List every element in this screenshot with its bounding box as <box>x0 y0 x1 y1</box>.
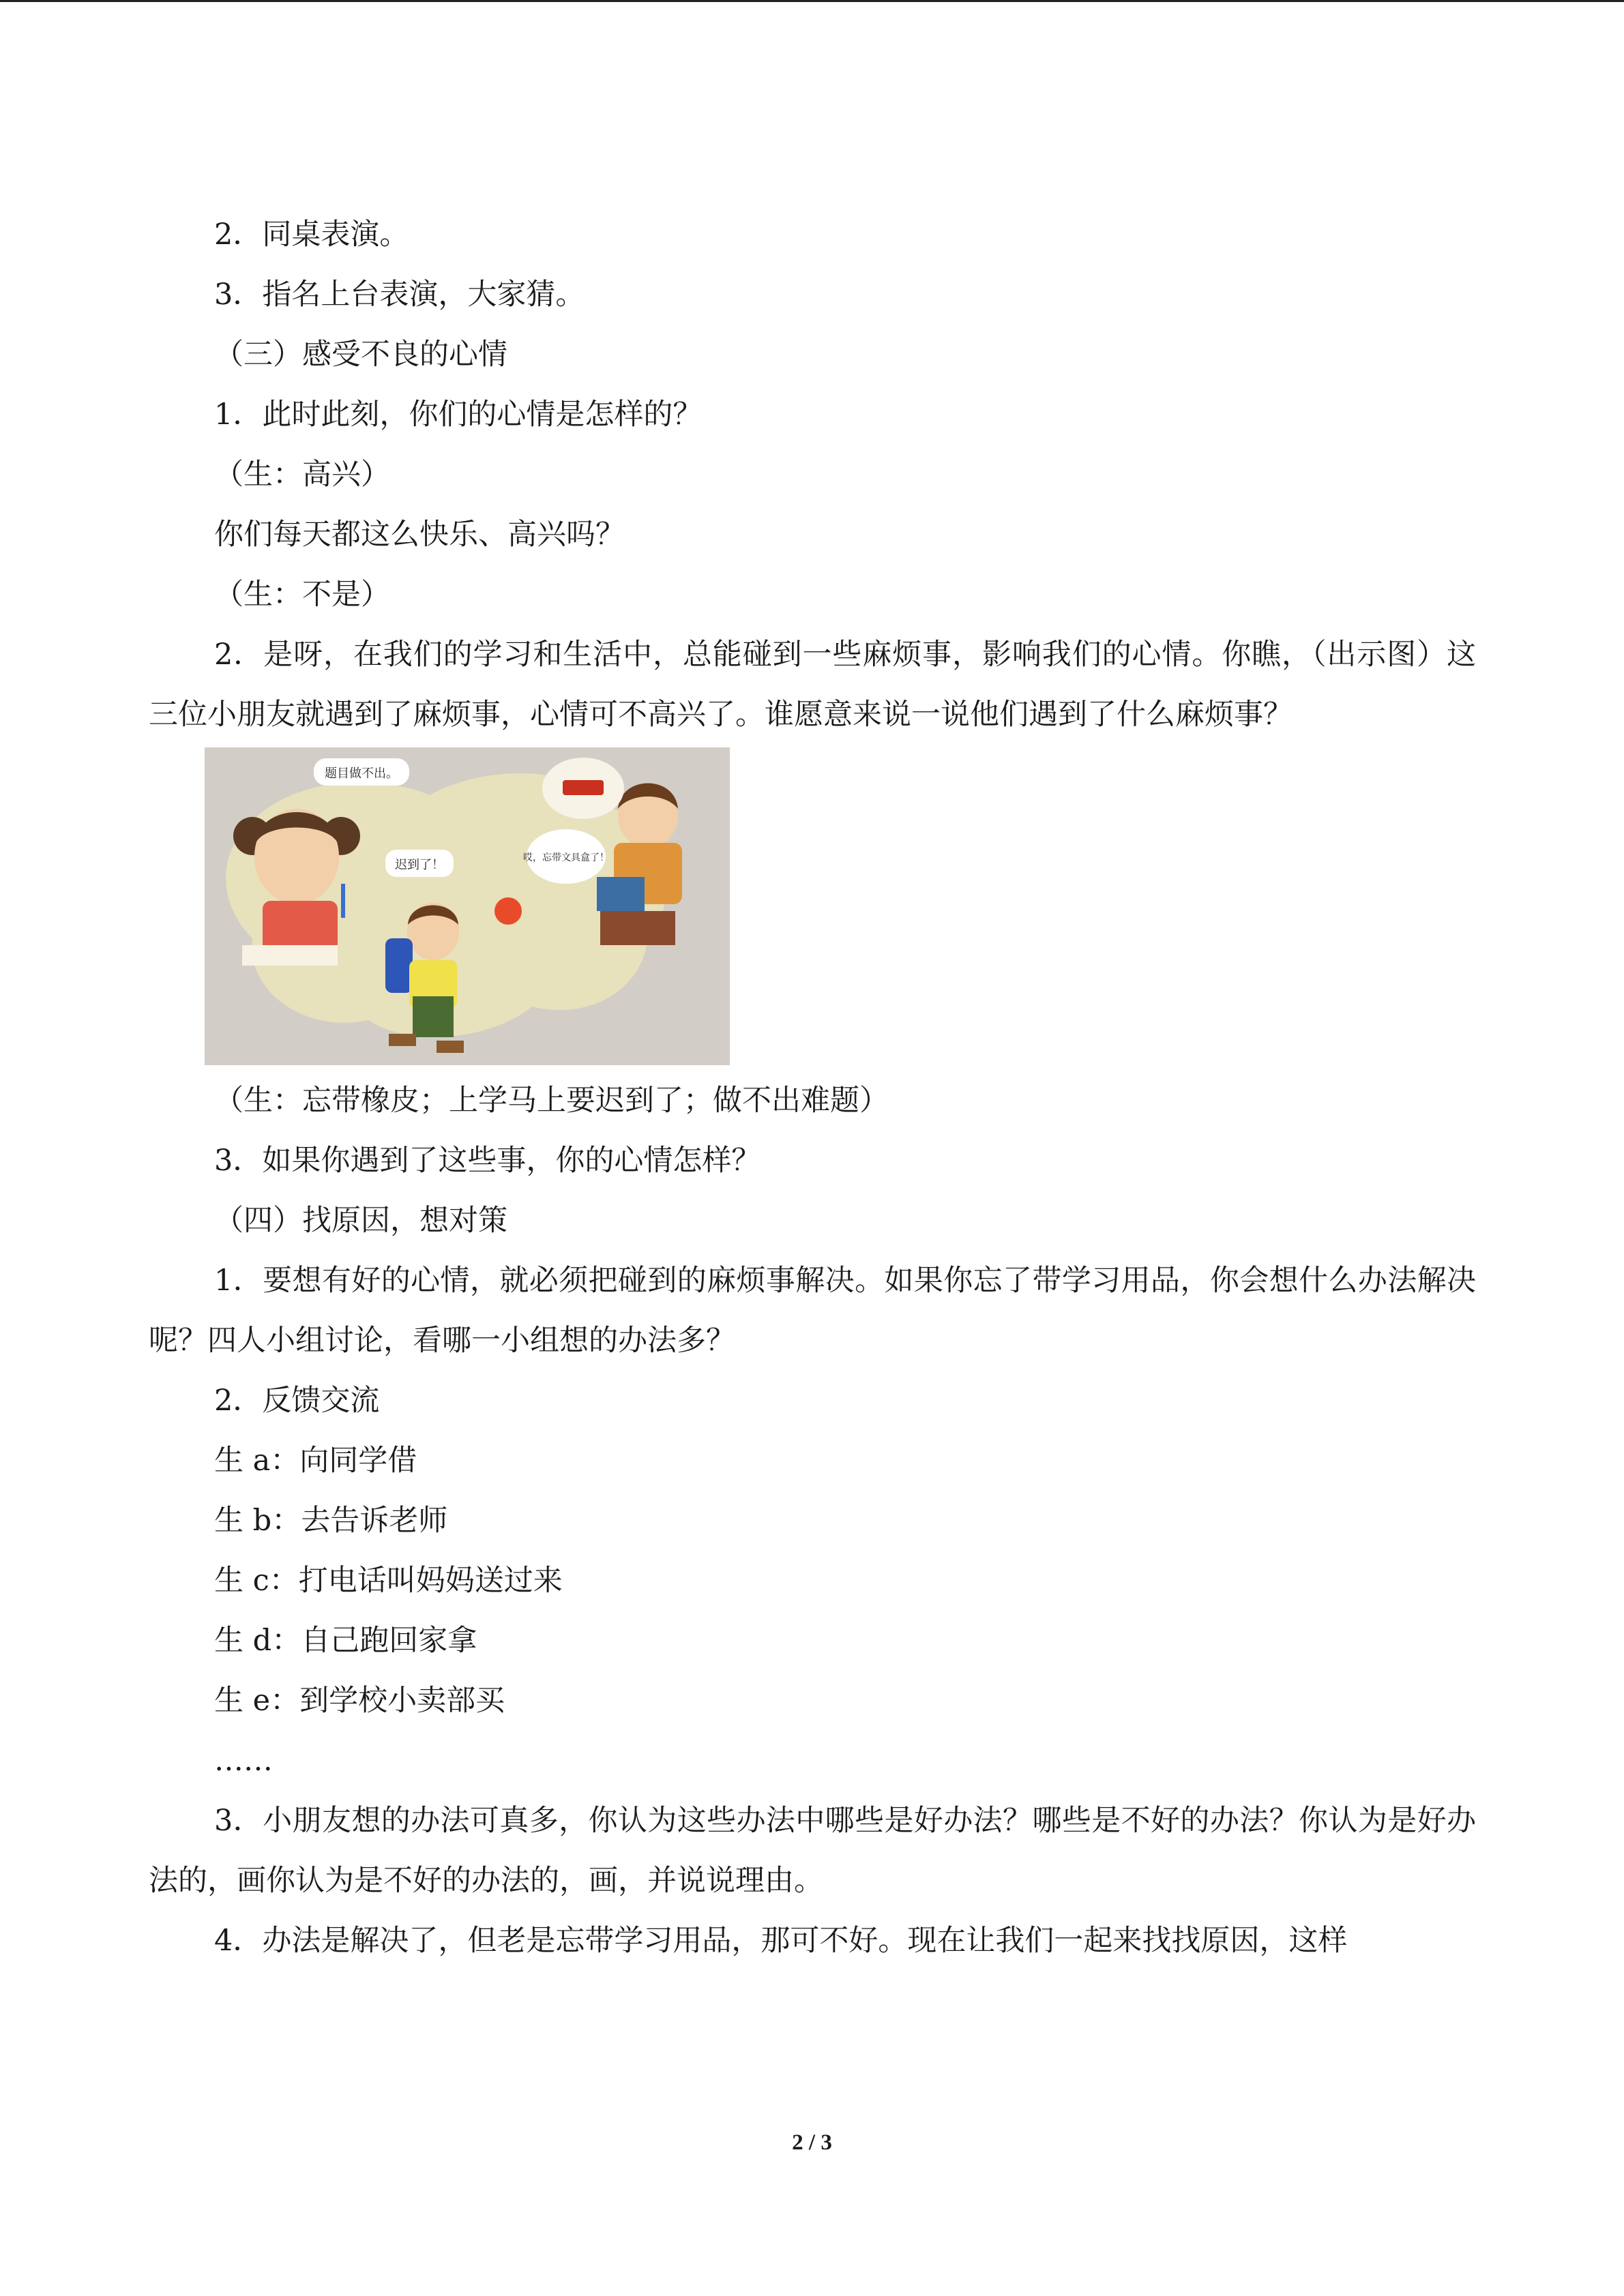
text-line: 你们每天都这么快乐、高兴吗？ <box>214 518 625 552</box>
bubble-left-text: 题目做不出。 <box>325 766 398 781</box>
document-body <box>149 205 1476 1971</box>
text-line: 生 a：向同学借 <box>214 1444 417 1478</box>
text-line: 生 e：到学校小卖部买 <box>214 1684 505 1718</box>
text-line: 1．此时此刻，你们的心情是怎样的？ <box>214 398 703 432</box>
text-line: 2．同桌表演。 <box>214 218 409 252</box>
text-line: 生 c：打电话叫妈妈送过来 <box>214 1564 563 1598</box>
paragraph: 4．办法是解决了，但老是忘带学习用品，那可不好。现在让我们一起来找找原因，这样 <box>214 1924 1348 1958</box>
bubble-right-text: 哎，忘带文具盒了！ <box>523 852 609 863</box>
alarm-clock-icon <box>494 897 522 925</box>
text-line: 2．反馈交流 <box>214 1384 380 1418</box>
section-heading: （四）找原因，想对策 <box>214 1204 507 1238</box>
top-border <box>0 0 1624 2</box>
paragraph: 2．是呀，在我们的学习和生活中，总能碰到一些麻烦事，影响我们的心情。你瞧，（出示图）这三位小朋友就遇到了麻烦事，心情可不高兴了。谁愿意来说一说他们遇到了什么麻烦事？ <box>149 638 1476 732</box>
text-line: （生：不是） <box>214 578 390 612</box>
text-line: （生：高兴） <box>214 458 390 492</box>
illustration-graphic <box>205 747 730 1065</box>
text-line: 生 d：自己跑回家拿 <box>214 1624 477 1658</box>
section-heading: （三）感受不良的心情 <box>214 338 507 372</box>
bubble-middle-text: 迟到了！ <box>395 858 444 872</box>
illustration <box>205 747 730 1065</box>
paragraph: 1．要想有好的心情，就必须把碰到的麻烦事解决。如果你忘了带学习用品，你会想什么办法解决呢？四人小组讨论，看哪一小组想的办法多？ <box>149 1264 1476 1358</box>
text-line: 3．如果你遇到了这些事，你的心情怎样？ <box>214 1144 761 1178</box>
text-line: 3．指名上台表演，大家猜。 <box>214 278 585 312</box>
text-line: （生：忘带橡皮；上学马上要迟到了；做不出难题） <box>214 1084 889 1118</box>
paragraph: 3．小朋友想的办法可真多，你认为这些办法中哪些是好办法？哪些是不好的办法？你认为是好办法的，画你认为是不好的办法的，画，并说说理由。 <box>149 1804 1476 1898</box>
page-number: 2 / 3 <box>792 2130 832 2155</box>
text-line: 生 b：去告诉老师 <box>214 1504 448 1538</box>
ellipsis: …… <box>214 1744 273 1778</box>
